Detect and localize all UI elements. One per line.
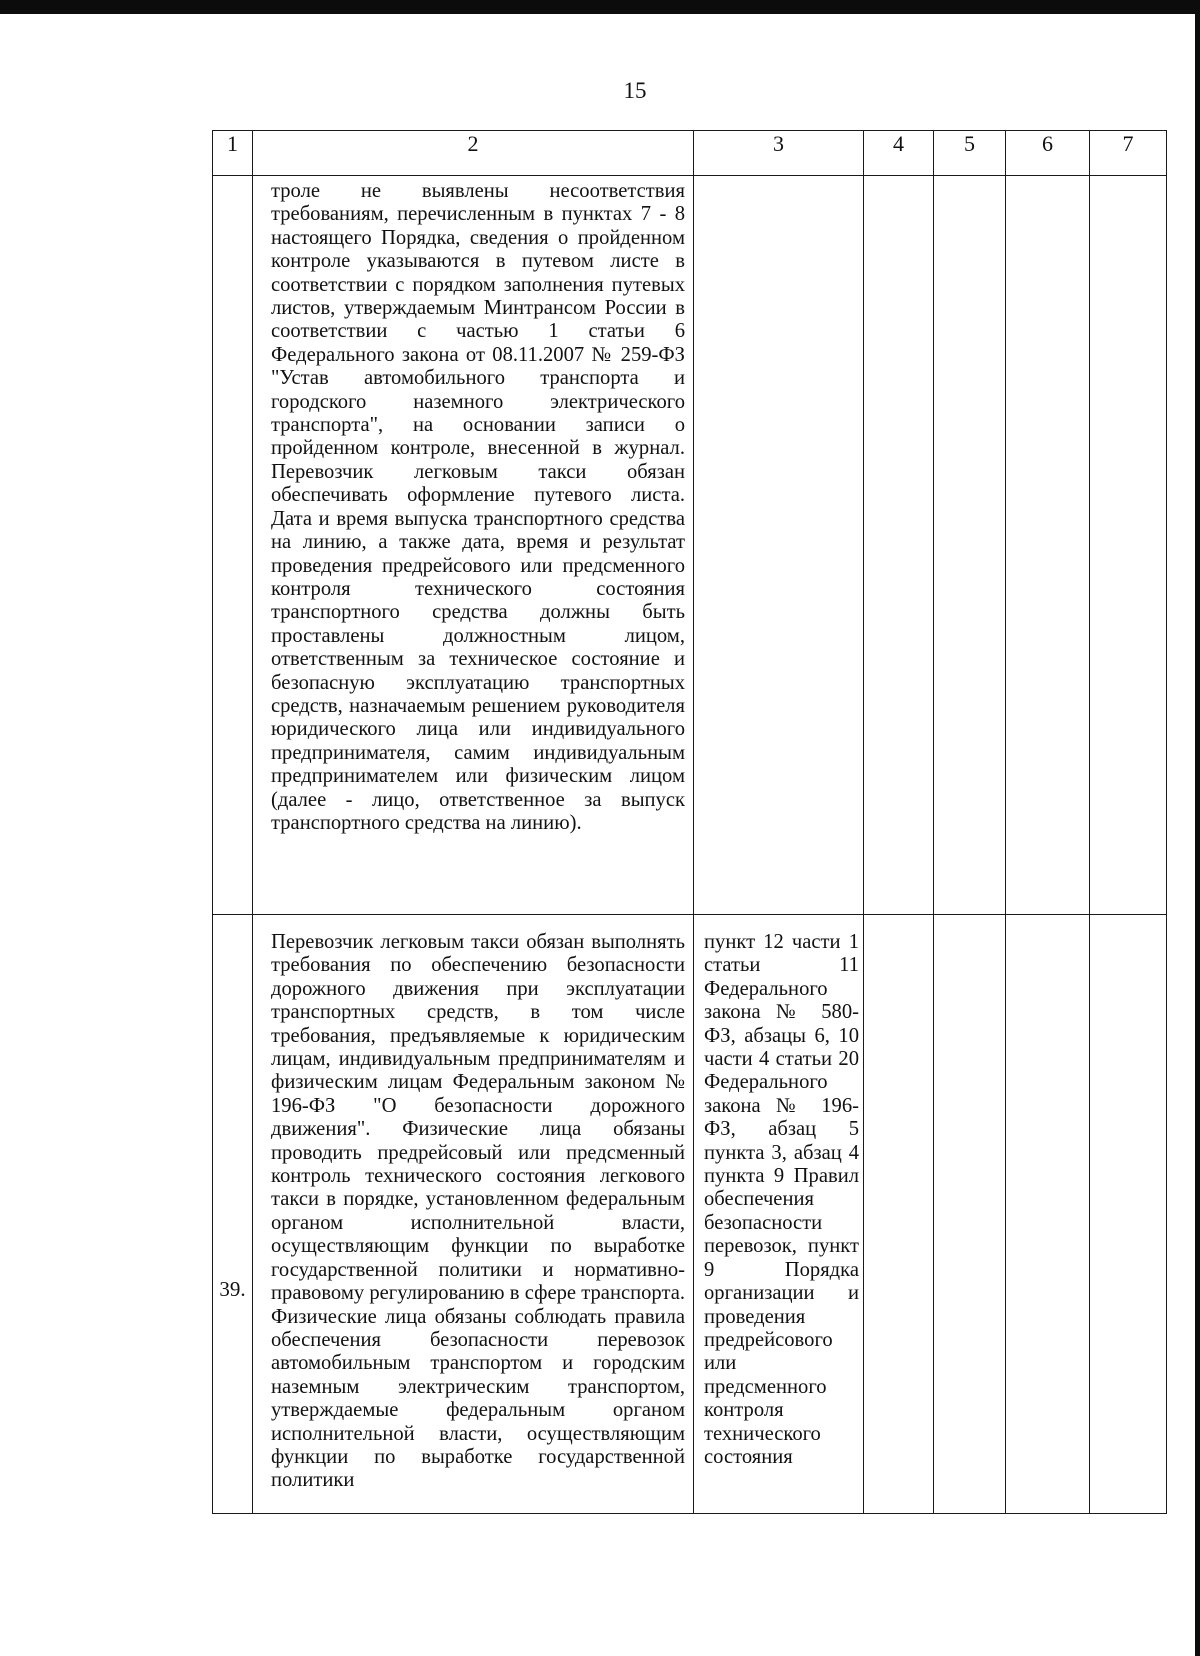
column-4-cell bbox=[864, 176, 934, 915]
column-6-cell bbox=[1006, 176, 1090, 915]
row-number-cell bbox=[213, 915, 253, 1514]
column-header-3: 3 bbox=[694, 131, 864, 176]
requirement-cell bbox=[253, 915, 694, 1514]
table-row bbox=[213, 176, 1167, 915]
legal-reference-cell bbox=[694, 915, 864, 1514]
requirement-cell bbox=[253, 176, 694, 915]
table-header-row bbox=[213, 131, 1167, 176]
requirement-text: троле не выявлены несоответствия требованиям, перечисленным в пунктах 7 - 8 настоящего Порядка, сведения о пройденном контроле указываются в путевом листе в соответствии с порядком заполнения путевых листов, утверждаемым Минтрансом России в соответствии с частью 1 статьи 6 Федерального закона от 08.11.2007 № 259-ФЗ "Устав автомобильного транспорта и городского наземного электрического транспорта", на основании записи о пройденном контроле, внесенной в журнал. Перевозчик легковым такси обязан обеспечивать оформление путевого листа. Дата и время выпуска транспортного средства на линию, а также дата, время и результат проведения предрейсового или предсменного контроля технического состояния транспортного средства должны быть проставлены должностным лицом, ответственным за техническое состояние и безопасную эксплуатацию транспортных средств, назначаемым решением руководителя юридического лица или индивидуального предпринимателя, самим индивидуальным предпринимателем или физическим лицом (далее - лицо, ответственное за выпуск транспортного средства на линию). bbox=[271, 180, 685, 834]
column-header-7: 7 bbox=[1090, 131, 1167, 176]
scan-edge-right bbox=[1195, 0, 1200, 1656]
row-number: 39. bbox=[219, 1276, 246, 1301]
legal-reference-text bbox=[694, 176, 863, 194]
column-header-1: 1 bbox=[213, 131, 253, 176]
regulation-table bbox=[212, 130, 1167, 1514]
legal-reference-cell bbox=[694, 176, 864, 915]
column-header-5: 5 bbox=[934, 131, 1006, 176]
column-5-cell bbox=[934, 176, 1006, 915]
column-6-cell bbox=[1006, 915, 1090, 1514]
column-7-cell bbox=[1090, 176, 1167, 915]
legal-reference-text: пункт 12 части 1 статьи 11 Федерального закона № 580-ФЗ, абзацы 6, 10 части 4 статьи 20 Федерального закона № 196-ФЗ, абзац 5 пункта 3, абзац 4 пункта 9 Правил обеспечения безопасности перевозок, пункт 9 Порядка организации и проведения предрейсового или предсменного контроля технического состояния bbox=[704, 931, 859, 1468]
row-number-cell bbox=[213, 176, 253, 915]
column-header-4: 4 bbox=[864, 131, 934, 176]
table-row bbox=[213, 915, 1167, 1514]
column-header-6: 6 bbox=[1006, 131, 1090, 176]
column-7-cell bbox=[1090, 915, 1167, 1514]
requirement-text: Перевозчик легковым такси обязан выполнять требования по обеспечению безопасности дорожного движения при эксплуатации транспортных средств, в том числе требования, предъявляемые к юридическим лицам, индивидуальным предпринимателям и физическим лицам Федеральным законом № 196-ФЗ "О безопасности дорожного движения". Физические лица обязаны проводить предрейсовый или предсменный контроль технического состояния легкового такси в порядке, установленном федеральным органом исполнительной власти, осуществляющим функции по выработке государственной политики и нормативно-правовому регулированию в сфере транспорта. Физические лица обязаны соблюдать правила обеспечения безопасности перевозок автомобильным транспортом и городским наземным электрическим транспортом, утверждаемые федеральным органом исполнительной власти, осуществляющим функции по выработке государственной политики bbox=[271, 931, 685, 1492]
column-4-cell bbox=[864, 915, 934, 1514]
column-header-2: 2 bbox=[253, 131, 694, 176]
scan-edge-top bbox=[0, 0, 1200, 14]
column-5-cell bbox=[934, 915, 1006, 1514]
page-number: 15 bbox=[623, 78, 647, 103]
